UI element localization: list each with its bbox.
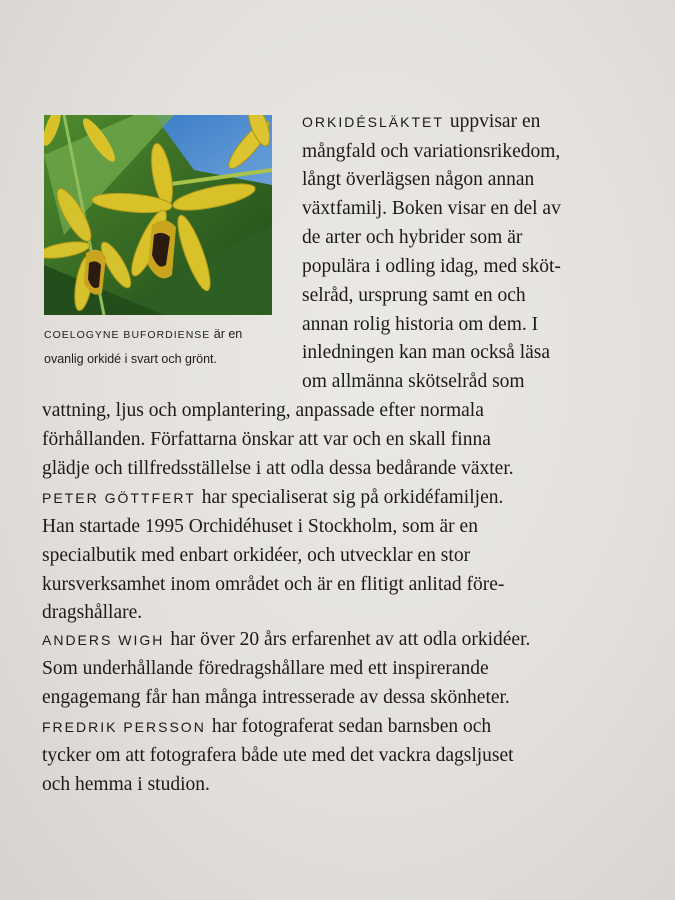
orchid-photo: [44, 115, 272, 315]
para2-line: [42, 488, 503, 508]
para3-lead: ANDERS WIGH: [42, 632, 165, 648]
para4-line: och hemma i studion.: [42, 774, 210, 795]
para2-lead: PETER GÖTTFERT: [42, 490, 196, 506]
para1-line: de arter och hybrider som är: [302, 227, 523, 248]
para1-line: annan rolig historia om dem. I: [302, 314, 539, 335]
para1-line: populära i odling idag, med sköt-: [302, 256, 561, 277]
para1-line: vattning, ljus och omplantering, anpassade efter normala: [42, 400, 484, 421]
para1-line: förhållanden. Författarna önskar att var och en skall finna: [42, 429, 491, 450]
para1-line: mångfald och variationsrikedom,: [302, 141, 561, 162]
para3-line: [42, 630, 530, 650]
para1-lead: ORKIDÉSLÄKTET: [302, 114, 444, 130]
para4-line: tycker om att fotografera både ute med det vackra dagsljuset: [42, 745, 514, 766]
para2-line: specialbutik med enbart orkidéer, och utvecklar en stor: [42, 545, 471, 566]
para1-line: glädje och tillfredsställelse i att odla dessa bedårande växter.: [42, 458, 514, 479]
caption-species-name: COELOGYNE BUFORDIENSE: [44, 329, 211, 341]
caption-text: är en ovanlig orkidé i svart och grönt.: [44, 327, 243, 366]
para1-line: långt överlägsen någon annan: [302, 169, 535, 190]
para1-line: växtfamilj. Boken visar en del av: [302, 198, 561, 219]
para3-line: Som underhållande föredragshållare med ett inspirerande: [42, 658, 489, 679]
para1-line: om allmänna skötselråd som: [302, 371, 525, 392]
photo-caption: [44, 322, 284, 371]
para2-text: har specialiserat sig på orkidéfamiljen.: [201, 487, 504, 508]
para4-line: [42, 717, 491, 737]
para4-lead: FREDRIK PERSSON: [42, 719, 206, 735]
orchid-image: [44, 115, 272, 315]
para2-line: kursverksamhet inom området och är en flitigt anlitad före-: [42, 574, 505, 595]
para4-text: har fotograferat sedan barnsben och: [211, 716, 492, 737]
para1-text: uppvisar en: [449, 111, 541, 132]
para1-line: selråd, ursprung samt en och: [302, 285, 526, 306]
para2-line: Han startade 1995 Orchidéhuset i Stockholm, som är en: [42, 516, 478, 537]
para1-line: [302, 112, 611, 132]
para3-line: engagemang får han många intresserade av dessa skönheter.: [42, 687, 510, 708]
para1-line: inledningen kan man också läsa: [302, 342, 551, 363]
para3-text: har över 20 års erfarenhet av att odla orkidéer.: [170, 629, 531, 650]
para2-line: dragshållare.: [42, 602, 143, 623]
